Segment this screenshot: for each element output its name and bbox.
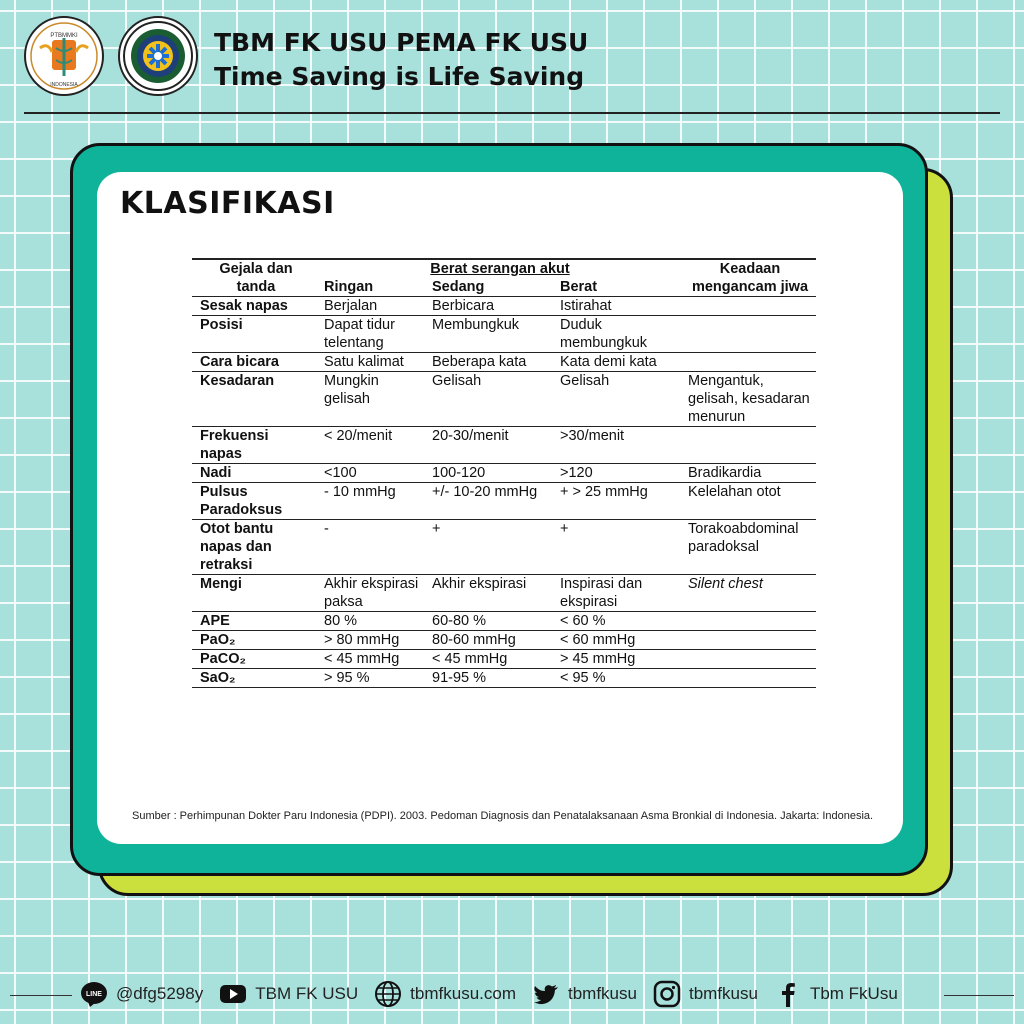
cell-keadaan: Silent chest [688, 576, 763, 592]
cell-keadaan [680, 631, 816, 650]
table-row [192, 631, 816, 650]
cell-berat: > 45 mmHg [560, 651, 636, 667]
table-row [192, 316, 816, 353]
cell-berat: Duduk membungkuk [560, 317, 648, 351]
cell-keadaan: Mengantuk, gelisah, kesadaran menurun [688, 373, 810, 425]
cell-sedang: Berbicara [432, 298, 495, 314]
facebook-icon [774, 980, 802, 1008]
cell-ringan: - 10 mmHg [324, 484, 396, 500]
cell-category: Kesadaran [200, 373, 275, 389]
cell-berat: Istirahat [560, 298, 612, 314]
cell-ringan: Akhir ekspirasi paksa [324, 576, 419, 610]
globe-icon [374, 980, 402, 1008]
cell-berat: + > 25 mmHg [560, 484, 648, 500]
cell-keadaan: Torakoabdominal paradoksal [688, 521, 799, 555]
twitter-link[interactable] [532, 980, 637, 1008]
cell-berat: < 60 mmHg [560, 632, 636, 648]
cell-berat: Gelisah [560, 373, 610, 389]
cell-category: PaO₂ [200, 632, 236, 648]
cell-category: Frekuensi napas [200, 428, 269, 462]
cell-ringan: Mungkin gelisah [324, 373, 379, 407]
cell-ringan: > 80 mmHg [324, 632, 400, 648]
cell-berat: >120 [560, 465, 593, 481]
instagram-icon [653, 980, 681, 1008]
svg-text:INDONESIA: INDONESIA [50, 82, 78, 88]
table-row [192, 297, 816, 316]
cell-berat: Inspirasi dan ekspirasi [560, 576, 643, 610]
source-citation: Sumber : Perhimpunan Dokter Paru Indonesia (PDPI). 2003. Pedoman Diagnosis dan Penatalaksanaan Asma Bronkial di Indonesia. Jakarta: Indonesia. [132, 810, 874, 822]
cell-keadaan: Kelelahan otot [688, 484, 781, 500]
cell-berat: < 95 % [560, 670, 606, 686]
header-line-2: Time Saving is Life Saving [214, 62, 585, 91]
cell-ringan: - [324, 521, 329, 537]
footer-divider-left [10, 995, 72, 996]
cell-sedang: Membungkuk [432, 317, 520, 333]
header-ringan: Ringan [324, 279, 374, 295]
facebook-link[interactable] [774, 980, 898, 1008]
header-keadaan: Keadaan mengancam jiwa [691, 261, 809, 295]
table-row [192, 575, 816, 612]
header-gejala: Gejala dan tanda [219, 261, 293, 295]
line-link[interactable] [80, 980, 203, 1008]
page-title: KLASIFIKASI [120, 186, 335, 221]
cell-sedang: Akhir ekspirasi [432, 576, 527, 592]
twitter-handle: tbmfkusu [567, 984, 637, 1003]
cell-sedang: 60-80 % [432, 613, 487, 629]
cell-ringan: Satu kalimat [324, 354, 404, 370]
table-row [192, 427, 816, 464]
social-footer [80, 980, 904, 1008]
cell-category: Otot bantu napas dan retraksi [200, 521, 274, 573]
header-berat-serangan: Berat serangan akut [430, 261, 570, 277]
classification-table [192, 258, 816, 688]
cell-berat: < 60 % [560, 613, 606, 629]
cell-keadaan [680, 297, 816, 316]
line-icon [80, 980, 108, 1008]
cell-ringan: > 95 % [324, 670, 370, 686]
cell-ringan: < 20/menit [324, 428, 393, 444]
svg-text:LINE: LINE [86, 991, 102, 998]
cell-category: SaO₂ [200, 670, 236, 686]
cell-ringan: Berjalan [324, 298, 378, 314]
line-handle: @dfg5298y [116, 984, 204, 1003]
instagram-link[interactable] [653, 980, 758, 1008]
table-row [192, 669, 816, 688]
table-row [192, 650, 816, 669]
header-berat: Berat [560, 279, 598, 295]
table-row [192, 612, 816, 631]
cell-keadaan [680, 353, 816, 372]
cell-keadaan [680, 427, 816, 464]
twitter-icon [532, 980, 560, 1008]
cell-category: Mengi [200, 576, 242, 592]
table-row [192, 520, 816, 575]
cell-keadaan [680, 669, 816, 688]
cell-sedang: + [432, 521, 441, 537]
cell-category: Sesak napas [200, 298, 288, 314]
website-link[interactable] [374, 980, 516, 1008]
header-divider [24, 112, 1000, 114]
cell-keadaan [680, 316, 816, 353]
table-row [192, 372, 816, 427]
cell-keadaan [680, 612, 816, 631]
cell-category: PaCO₂ [200, 651, 246, 667]
youtube-handle: TBM FK USU [255, 984, 359, 1003]
cell-category: Posisi [200, 317, 243, 333]
cell-sedang: Beberapa kata [432, 354, 527, 370]
table-row [192, 353, 816, 372]
cell-berat: >30/menit [560, 428, 625, 444]
cell-sedang: 91-95 % [432, 670, 487, 686]
cell-category: Cara bicara [200, 354, 279, 370]
website-url: tbmfkusu.com [410, 984, 516, 1003]
facebook-handle: Tbm FkUsu [809, 984, 898, 1003]
instagram-handle: tbmfkusu [688, 984, 758, 1003]
cell-keadaan [680, 650, 816, 669]
cell-sedang: 80-60 mmHg [432, 632, 516, 648]
cell-ringan: < 45 mmHg [324, 651, 400, 667]
header-title [214, 26, 588, 94]
table-row [192, 464, 816, 483]
svg-text:PTBMMKI: PTBMMKI [50, 33, 78, 39]
cell-keadaan: Bradikardia [688, 465, 762, 481]
cell-category: Nadi [200, 465, 232, 481]
cell-sedang: Gelisah [432, 373, 482, 389]
ptbmmki-logo [24, 16, 104, 96]
cell-category: Pulsus Paradoksus [200, 484, 283, 518]
cell-ringan: Dapat tidur telentang [324, 317, 395, 351]
cell-berat: + [560, 521, 569, 537]
table-row [192, 483, 816, 520]
cell-sedang: 20-30/menit [432, 428, 509, 444]
cell-berat: Kata demi kata [560, 354, 657, 370]
cell-ringan: <100 [324, 465, 357, 481]
pema-logo [118, 16, 198, 96]
header-line-1: TBM FK USU PEMA FK USU [214, 28, 589, 57]
youtube-icon [219, 980, 247, 1008]
cell-category: APE [200, 613, 230, 629]
youtube-link[interactable] [219, 980, 358, 1008]
footer-divider-right [944, 995, 1014, 996]
header-sedang: Sedang [432, 279, 485, 295]
cell-sedang: < 45 mmHg [432, 651, 508, 667]
cell-sedang: 100-120 [432, 465, 486, 481]
cell-ringan: 80 % [324, 613, 358, 629]
cell-sedang: +/- 10-20 mmHg [432, 484, 538, 500]
